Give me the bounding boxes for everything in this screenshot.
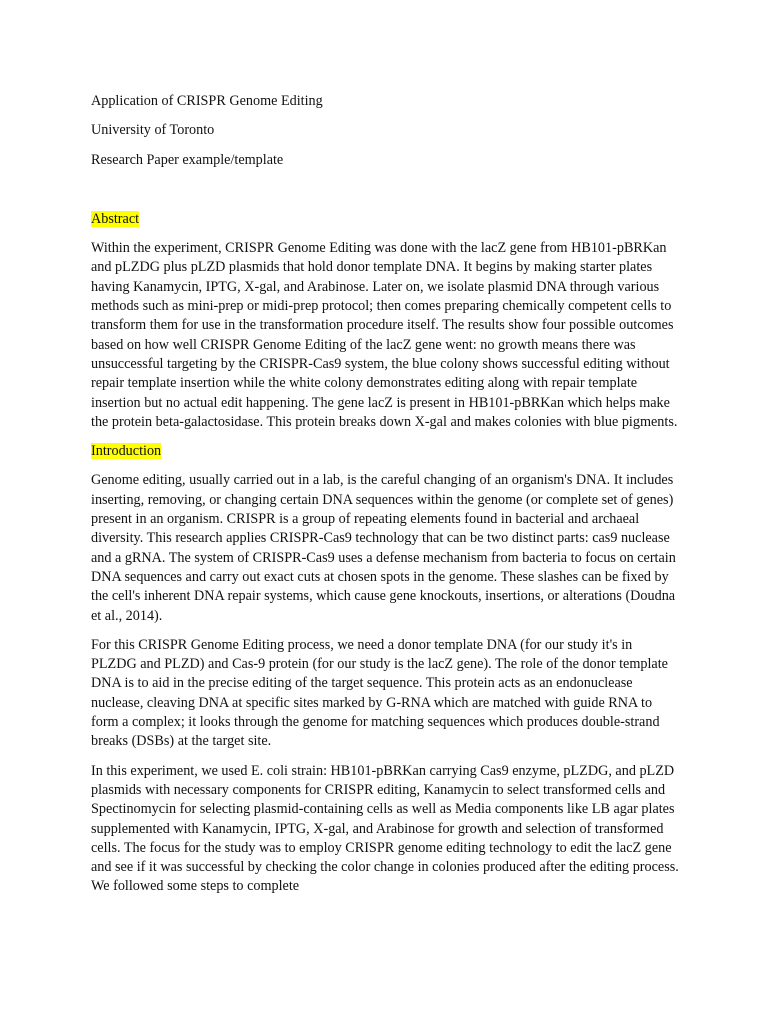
document-subtitle: Research Paper example/template	[91, 151, 284, 168]
introduction-paragraph-2: For this CRISPR Genome Editing process, we need a donor template DNA (for our study it's in PLZDG and PLZD) and Cas-9 protein (for our study is the lacZ gene). The role of the donor template DNA is to aid in the precise editing of the target sequence. This protein acts as an endonuclease nuclease, cleaving DNA at specific sites marked by G-RNA which are matched with guide RNA to form a complex; it looks through the genome for matching sequences which produces double-strand breaks (DSBs) at the target site.	[91, 636, 668, 750]
introduction-heading-label: Introduction	[91, 443, 162, 460]
section-spacer	[91, 180, 681, 210]
introduction-heading	[91, 442, 681, 461]
abstract-heading	[91, 210, 681, 229]
institution-line: University of Toronto	[91, 122, 215, 139]
introduction-paragraph-3: In this experiment, we used E. coli strain: HB101-pBRKan carrying Cas9 enzyme, pLZDG, and pLZD plasmids with necessary components for CRISPR editing, Kanamycin to select transformed cells and Spectinomycin for selecting plasmid-containing cells as well as Media components like LB agar plates supplemented with Kanamycin, IPTG, X-gal, and Arabinose for growth and selection of transformed cells. The focus for the study was to employ CRISPR genome editing technology to edit the lacZ gene and see if it was successful by checking the color change in colonies produced after the editing process. We followed some steps to complete	[91, 762, 679, 895]
abstract-heading-label: Abstract	[91, 210, 140, 227]
document-page	[91, 92, 681, 907]
introduction-paragraph-1: Genome editing, usually carried out in a lab, is the careful changing of an organism's DNA. It includes inserting, removing, or changing certain DNA sequences within the genome (or complete set of genes) present in an organism. CRISPR is a group of repeating elements found in bacterial and archaeal diversity. This research applies CRISPR-Cas9 technology that can be two distinct parts: cas9 nuclease and a gRNA. The system of CRISPR-Cas9 uses a defense mechanism from bacteria to focus on certain DNA sequences and carry out exact cuts at chosen spots in the genome. These slashes can be fixed by the cell's inherent DNA repair systems, which cause gene knockouts, insertions, or alterations (Doudna et al., 2014).	[91, 472, 676, 624]
document-title: Application of CRISPR Genome Editing	[91, 93, 323, 109]
abstract-paragraph: Within the experiment, CRISPR Genome Editing was done with the lacZ gene from HB101-pBRKan and pLZDG plus pLZD plasmids that hold donor template DNA. It begins by making starter plates having Kanamycin, IPTG, X-gal, and Arabinose. Later on, we isolate plasmid DNA through various methods such as mini-prep or midi-prep protocol; then comes preparing chemically competent cells to transform them for use in the transformation procedure itself. The results show four possible outcomes based on how well CRISPR Genome Editing of the lacZ gene went: no growth means there was unsuccessful targeting by the CRISPR-Cas9 system, the blue colony shows successful editing without repair template insertion while the white colony demonstrates editing along with repair template insertion but no actual edit happening. The gene lacZ is present in HB101-pBRKan which helps make the protein beta-galactosidase. This protein breaks down X-gal and makes colonies with blue pigments.	[91, 240, 678, 430]
